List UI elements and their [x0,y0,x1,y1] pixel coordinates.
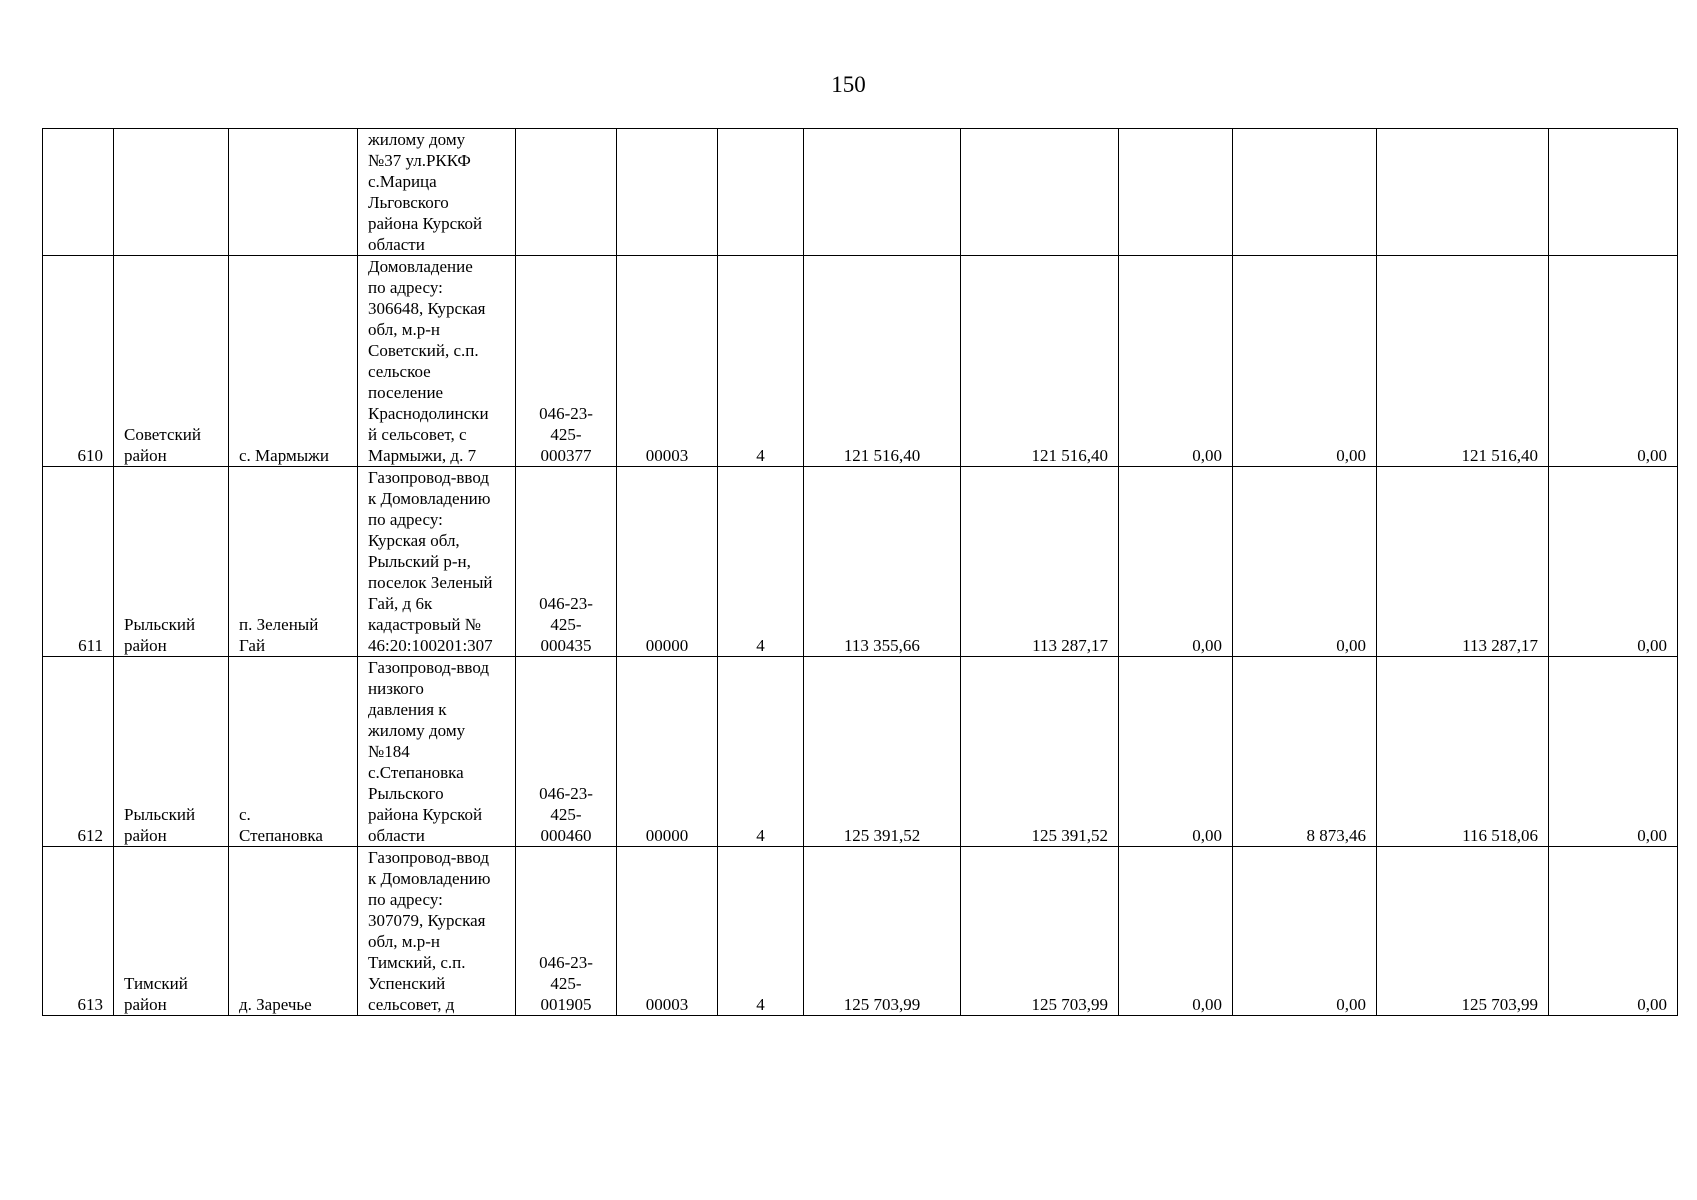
object-description-line: поселение [368,383,444,402]
category-cell: 4 [718,657,804,847]
district-line: район [124,995,167,1014]
object-description-line: к Домовладению [368,489,491,508]
object-code-cell [516,847,617,1016]
object-code-line: 000460 [540,826,592,845]
initial-cost-cell: 125 391,52 [804,657,961,847]
object-description-line: Курская обл, [368,531,460,550]
district-cell [114,657,229,847]
account-code-cell: 00000 [617,467,718,657]
book-value-cell [961,129,1119,256]
account-code-cell: 00003 [617,256,718,467]
object-description-line: по адресу: [368,278,443,297]
object-code-line: 046-23- [539,594,593,613]
object-description-line: Домовладение [368,257,473,276]
row-number-cell: 612 [43,657,114,847]
object-description-line: сельское [368,362,431,381]
table-row [43,467,1678,657]
object-description-line: жилому дому [368,721,466,740]
settlement-cell [229,467,358,657]
settlement-line: Степановка [239,826,323,845]
object-code-line: 425- [550,425,582,444]
object-code-line: 425- [550,974,582,993]
table-row [43,847,1678,1016]
row-number-cell [43,129,114,256]
object-code-cell [516,129,617,256]
district-cell [114,256,229,467]
object-description-line: 307079, Курская [368,911,486,930]
object-code-line: 046-23- [539,953,593,972]
depreciation-cell: 0,00 [1119,657,1233,847]
settlement-line: Гай [239,636,266,655]
object-description-line: Тимский, с.п. [368,953,466,972]
remainder-cell: 0,00 [1549,467,1678,657]
object-description-line: Гай, д 6к [368,594,433,613]
object-description-line: №184 [368,742,410,761]
object-description-cell [358,256,516,467]
remainder-cell: 0,00 [1549,847,1678,1016]
residual-value-cell: 125 703,99 [1377,847,1549,1016]
settlement-cell [229,657,358,847]
category-cell [718,129,804,256]
deduction-cell: 8 873,46 [1233,657,1377,847]
district-line: район [124,446,167,465]
table-row [43,129,1678,256]
object-description-line: Газопровод-ввод [368,658,489,677]
object-description-line: области [368,235,425,254]
object-description-line: Газопровод-ввод [368,848,489,867]
settlement-cell [229,847,358,1016]
object-description-line: давления к [368,700,447,719]
category-cell: 4 [718,256,804,467]
residual-value-cell: 116 518,06 [1377,657,1549,847]
object-code-line: 046-23- [539,404,593,423]
book-value-cell: 113 287,17 [961,467,1119,657]
object-code-line: 000377 [540,446,592,465]
object-description-cell [358,467,516,657]
district-line: Рыльский [124,805,196,824]
depreciation-cell: 0,00 [1119,847,1233,1016]
account-code-cell [617,129,718,256]
object-description-line: области [368,826,425,845]
object-description-line: 46:20:100201:307 [368,636,493,655]
district-line: Тимский [124,974,188,993]
row-number-cell: 611 [43,467,114,657]
object-description-line: по адресу: [368,890,443,909]
object-code-cell [516,467,617,657]
object-code-cell [516,256,617,467]
deduction-cell: 0,00 [1233,256,1377,467]
object-description-line: Рыльский р-н, [368,552,471,571]
depreciation-cell [1119,129,1233,256]
district-cell [114,467,229,657]
object-description-line: обл, м.р-н [368,932,440,951]
district-cell [114,847,229,1016]
category-cell: 4 [718,467,804,657]
object-description-line: по адресу: [368,510,443,529]
deduction-cell [1233,129,1377,256]
table-row [43,256,1678,467]
depreciation-cell: 0,00 [1119,467,1233,657]
district-line: Советский [124,425,201,444]
settlement-cell [229,129,358,256]
object-description-line: с.Марица [368,172,437,191]
object-description-line: Льговского [368,193,449,212]
book-value-cell: 121 516,40 [961,256,1119,467]
category-cell: 4 [718,847,804,1016]
district-cell [114,129,229,256]
row-number-cell: 610 [43,256,114,467]
object-code-line: 046-23- [539,784,593,803]
settlement-cell [229,256,358,467]
initial-cost-cell: 113 355,66 [804,467,961,657]
settlement-line: д. Заречье [239,995,312,1014]
object-description-line: Рыльского [368,784,444,803]
remainder-cell: 0,00 [1549,657,1678,847]
object-description-line: низкого [368,679,424,698]
initial-cost-cell: 121 516,40 [804,256,961,467]
depreciation-cell: 0,00 [1119,256,1233,467]
object-code-cell [516,657,617,847]
object-description-line: сельсовет, д [368,995,455,1014]
object-description-line: №37 ул.РККФ [368,151,471,170]
remainder-cell: 0,00 [1549,256,1678,467]
object-description-line: Краснодолински [368,404,489,423]
object-description-line: жилому дому [368,130,466,149]
object-description-line: района Курской [368,214,483,233]
deduction-cell: 0,00 [1233,467,1377,657]
settlement-line: п. Зеленый [239,615,319,634]
initial-cost-cell [804,129,961,256]
object-description-line: Успенский [368,974,446,993]
district-line: Рыльский [124,615,196,634]
deduction-cell: 0,00 [1233,847,1377,1016]
remainder-cell [1549,129,1678,256]
residual-value-cell [1377,129,1549,256]
object-description-cell [358,129,516,256]
object-description-line: поселок Зеленый [368,573,493,592]
object-description-line: Советский, с.п. [368,341,479,360]
object-code-line: 425- [550,805,582,824]
object-description-cell [358,847,516,1016]
book-value-cell: 125 703,99 [961,847,1119,1016]
object-description-line: Мармыжи, д. 7 [368,446,477,465]
page-number: 150 [831,72,866,97]
object-description-line: с.Степановка [368,763,464,782]
object-description-line: 306648, Курская [368,299,486,318]
register-table [42,128,1678,1016]
account-code-cell: 00003 [617,847,718,1016]
object-description-line: й сельсовет, с [368,425,467,444]
settlement-line: с. [239,805,251,824]
table-row [43,657,1678,847]
table-body [43,129,1678,1016]
object-code-line: 425- [550,615,582,634]
object-description-line: района Курской [368,805,483,824]
object-description-line: обл, м.р-н [368,320,440,339]
object-description-cell [358,657,516,847]
object-code-line: 000435 [540,636,592,655]
object-description-line: Газопровод-ввод [368,468,489,487]
initial-cost-cell: 125 703,99 [804,847,961,1016]
object-description-line: кадастровый № [368,615,481,634]
settlement-line: с. Мармыжи [239,446,329,465]
object-code-line: 001905 [540,995,592,1014]
book-value-cell: 125 391,52 [961,657,1119,847]
residual-value-cell: 113 287,17 [1377,467,1549,657]
district-line: район [124,826,167,845]
row-number-cell: 613 [43,847,114,1016]
district-line: район [124,636,167,655]
residual-value-cell: 121 516,40 [1377,256,1549,467]
object-description-line: к Домовладению [368,869,491,888]
account-code-cell: 00000 [617,657,718,847]
